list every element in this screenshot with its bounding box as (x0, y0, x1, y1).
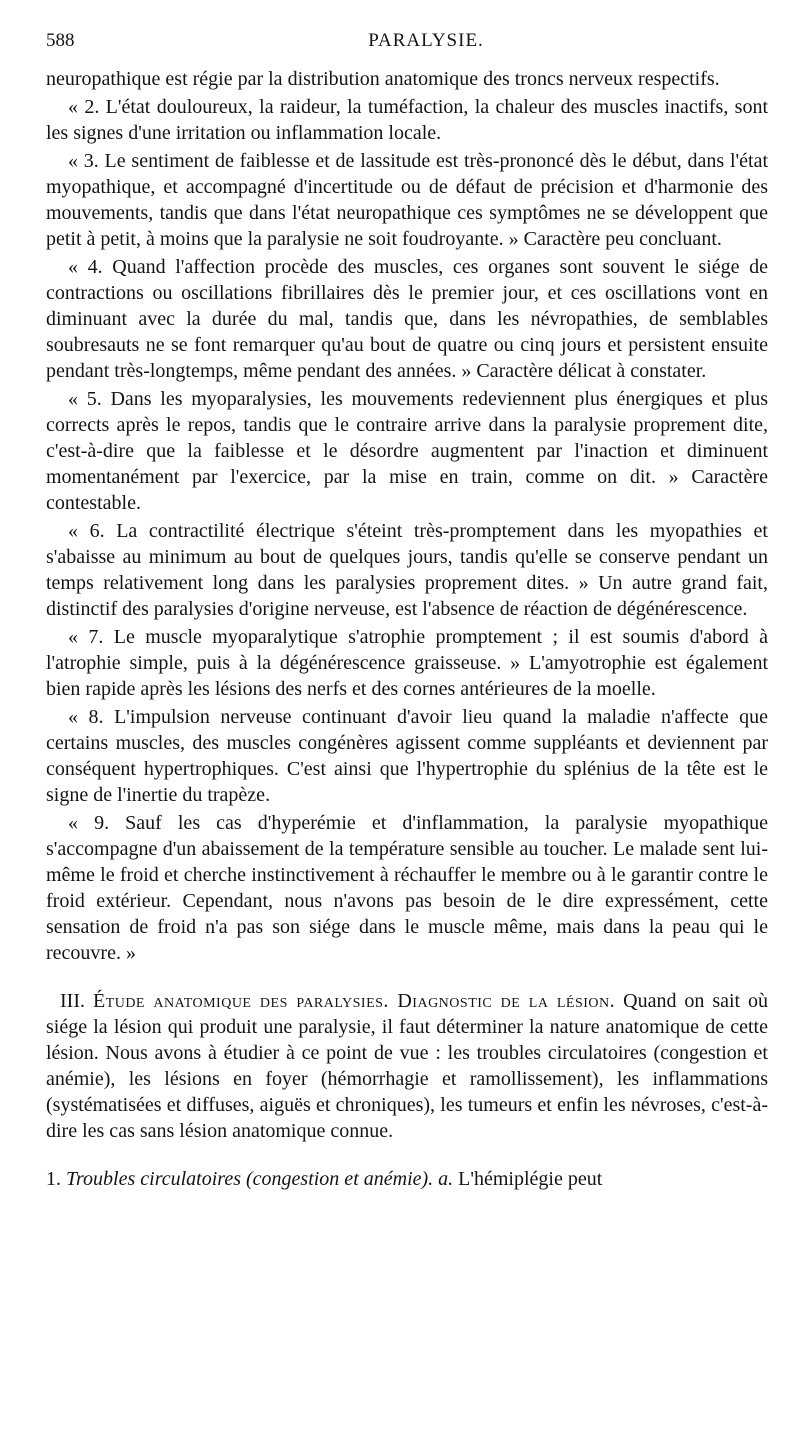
subsection-1-letter: a. (438, 1168, 454, 1190)
section-3-text: Quand on sait où siége la lésion qui produit une paralysie, il faut déterminer la nature anatomique de cette lésion. Nous avons à étudier à ce point de vue : les troubles circulatoires (congestion et anémie), les lésions en foyer (hémorrhagie et ramollissement), les inflammations (systématisées et diffuses, aiguës et chroniques), les tumeurs et enfin les névroses, c'est-à-dire les cas sans lésion anatomique connue. (46, 990, 769, 1142)
paragraph-point-4: « 4. Quand l'affection procède des muscles, ces organes sont souvent le siége de contractions ou oscillations fibrillaires dès le premier jour, et ces oscillations vont en diminuant avec la durée du mal, tandis que, dans les névropathies, de semblables soubresauts ne se font remarquer qu'au bout de quatre ou cinq jours et persistent ensuite pendant très-longtemps, même pendant des années. » Caractère délicat à constater. (46, 256, 768, 382)
paragraph-point-8: « 8. L'impulsion nerveuse continuant d'avoir lieu quand la maladie n'affecte que certains muscles, des muscles congénères agissent comme suppléants et deviennent par conséquent hypertrophiques. C'est ainsi que l'hypertrophie du splénius de la tête est le signe de l'inertie du trapèze. (46, 706, 768, 806)
paragraph-point-9: « 9. Sauf les cas d'hyperémie et d'inflammation, la paralysie myopathique s'accompagne d'un abaissement de la température sensible au toucher. Le malade sent lui-même le froid et cherche instinctivement à réchauffer le membre ou à le garantir contre le froid extérieur. Cependant, nous n'avons pas besoin de le dire expressément, cette sensation de froid n'a pas son siége dans le muscle même, mais dans la peau qui le recouvre. » (46, 812, 768, 964)
subsection-1-number: 1. (46, 1168, 61, 1190)
paragraph-point-2: « 2. L'état douloureux, la raideur, la tuméfaction, la chaleur des muscles inactifs, sont les signes d'une irritation ou inflammation locale. (46, 96, 768, 144)
subsection-1-title: Troubles circulatoires (congestion et anémie). (66, 1168, 434, 1190)
subsection-1-paragraph (46, 1166, 768, 1192)
page-body (46, 66, 768, 1194)
paragraph-point-5: « 5. Dans les myoparalysies, les mouvements redeviennent plus énergiques et plus corrects après le repos, tandis que le contraire arrive dans la paralysie proprement dite, c'est-à-dire que la faiblesse et le désordre augmentent par l'inaction et diminuent momentanément par l'exercice, par la mise en train, comme on dit. » Caractère contestable. (46, 388, 768, 514)
paragraph-point-3: « 3. Le sentiment de faiblesse et de lassitude est très-prononcé dès le début, dans l'état myopathique, et accompagné d'incertitude ou de défaut de précision et d'harmonie des mouvements, tandis que dans l'état neuropathique ces symptômes ne se développent que petit à petit, à moins que la paralysie ne soit foudroyante. » Caractère peu concluant. (46, 150, 768, 250)
paragraph-point-6: « 6. La contractilité électrique s'éteint très-promptement dans les myopathies et s'abaisse au minimum au bout de quelques jours, tandis qu'elle se conserve pendant un temps relativement long dans les paralysies proprement dites. » Un autre grand fait, distinctif des paralysies d'origine nerveuse, est l'absence de réaction de dégénérescence. (46, 520, 768, 620)
paragraph-point-7: « 7. Le muscle myoparalytique s'atrophie promptement ; il est soumis d'abord à l'atrophie simple, puis à la dégénérescence graisseuse. » L'amyotrophie est également bien rapide après les lésions des nerfs et des cornes antérieures de la moelle. (46, 626, 768, 700)
subsection-1-text: L'hémiplégie peut (458, 1168, 603, 1190)
page-header (46, 30, 766, 60)
paragraph-continuation: neuropathique est régie par la distribution anatomique des troncs nerveux respectifs. (46, 68, 720, 90)
page-number: 588 (46, 30, 75, 51)
section-3-number: III. (60, 990, 85, 1012)
section-3-heading: Étude anatomique des paralysies. Diagnostic de la lésion. (92, 990, 616, 1012)
section-3-paragraph (46, 988, 768, 1144)
running-title: PARALYSIE. (368, 30, 484, 51)
